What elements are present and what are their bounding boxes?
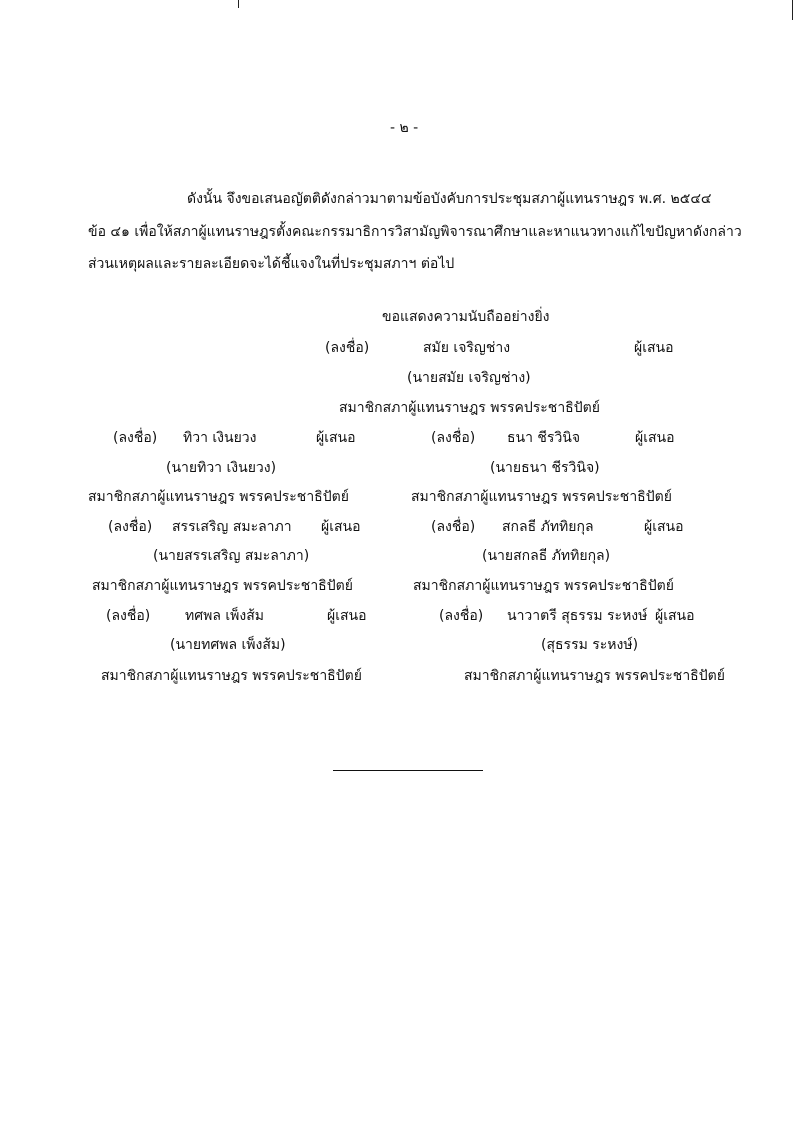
page-number: - ๒ -	[390, 120, 419, 136]
closing-phrase: ขอแสดงความนับถืออย่างยิ่ง	[382, 309, 550, 325]
left1-signer-full-name: (นายทิวา เงินยวง)	[166, 460, 277, 476]
scan-edge-mark-top	[238, 0, 239, 8]
main-signer-position: สมาชิกสภาผู้แทนราษฎร พรรคประชาธิปัตย์	[339, 400, 600, 416]
left2-signed-label: (ลงชื่อ)	[108, 519, 153, 535]
right3-signer-name: นาวาตรี สุธรรม ระหงษ์	[507, 608, 648, 624]
right1-signed-label: (ลงชื่อ)	[431, 430, 476, 446]
body-line-3: ส่วนเหตุผลและรายละเอียดจะได้ชี้แจงในที่ประชุมสภาฯ ต่อไป	[88, 256, 455, 272]
left3-signer-name: ทศพล เพ็งส้ม	[185, 608, 264, 624]
main-signed-label: (ลงชื่อ)	[325, 340, 370, 356]
right2-signer-full-name: (นายสกลธี ภัททิยกุล)	[482, 548, 611, 564]
left1-proposer-label: ผู้เสนอ	[316, 430, 356, 446]
main-proposer-label: ผู้เสนอ	[634, 340, 674, 356]
right3-signer-full-name: (สุธรรม ระหงษ์)	[541, 637, 639, 653]
right3-signer-position: สมาชิกสภาผู้แทนราษฎร พรรคประชาธิปัตย์	[464, 668, 725, 684]
body-line-2: ข้อ ๔๑ เพื่อให้สภาผู้แทนราษฎรตั้งคณะกรรมาธิการวิสามัญพิจารณาศึกษาและหาแนวทางแก้ไขปัญหาดังกล่าว	[88, 224, 742, 240]
main-signer-name: สมัย เจริญช่าง	[423, 340, 511, 356]
right2-signed-label: (ลงชื่อ)	[431, 519, 476, 535]
right1-signer-position: สมาชิกสภาผู้แทนราษฎร พรรคประชาธิปัตย์	[411, 489, 672, 505]
right1-proposer-label: ผู้เสนอ	[635, 430, 675, 446]
right3-signed-label: (ลงชื่อ)	[439, 608, 484, 624]
left2-proposer-label: ผู้เสนอ	[321, 519, 361, 535]
left3-signer-position: สมาชิกสภาผู้แทนราษฎร พรรคประชาธิปัตย์	[101, 668, 362, 684]
left2-signer-name: สรรเสริญ สมะลาภา	[172, 519, 292, 535]
right2-signer-name: สกลธี ภัททิยกุล	[502, 519, 594, 535]
left2-signer-position: สมาชิกสภาผู้แทนราษฎร พรรคประชาธิปัตย์	[92, 578, 353, 594]
right1-signer-full-name: (นายธนา ชีรวินิจ)	[490, 460, 600, 476]
left2-signer-full-name: (นายสรรเสริญ สมะลาภา)	[153, 548, 310, 564]
left3-signer-full-name: (นายทศพล เพ็งส้ม)	[170, 637, 286, 653]
left1-signed-label: (ลงชื่อ)	[113, 430, 158, 446]
right2-signer-position: สมาชิกสภาผู้แทนราษฎร พรรคประชาธิปัตย์	[413, 578, 674, 594]
scan-edge-mark-right	[792, 0, 793, 20]
main-signer-full-name: (นายสมัย เจริญช่าง)	[407, 370, 531, 386]
end-of-document-rule	[333, 770, 483, 771]
left3-proposer-label: ผู้เสนอ	[327, 608, 367, 624]
right2-proposer-label: ผู้เสนอ	[644, 519, 684, 535]
left1-signer-name: ทิวา เงินยวง	[183, 430, 257, 446]
right1-signer-name: ธนา ชีรวินิจ	[507, 430, 581, 446]
left1-signer-position: สมาชิกสภาผู้แทนราษฎร พรรคประชาธิปัตย์	[88, 489, 349, 505]
left3-signed-label: (ลงชื่อ)	[106, 608, 151, 624]
body-line-1: ดังนั้น จึงขอเสนอญัตติดังกล่าวมาตามข้อบังคับการประชุมสภาผู้แทนราษฎร พ.ศ. ๒๕๔๔	[187, 191, 712, 207]
right3-proposer-label: ผู้เสนอ	[655, 608, 695, 624]
